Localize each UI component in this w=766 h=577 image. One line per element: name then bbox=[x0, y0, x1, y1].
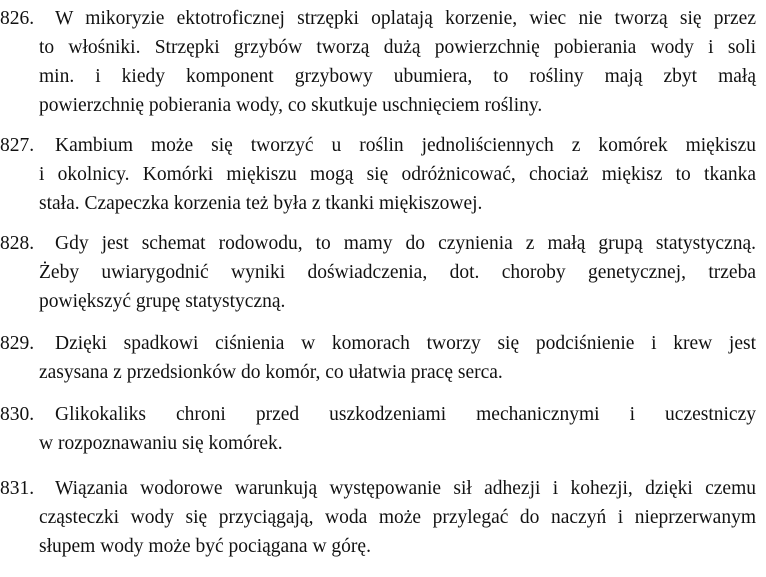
text-line: i okolnicy. Komórki miękiszu mogą się odróżnicować, chociaż miękisz to tkanka bbox=[39, 164, 756, 185]
text-line: to włośniki. Strzępki grzybów tworzą dużą powierzchnię pobierania wody i soli bbox=[39, 37, 756, 58]
text-line: powierzchnię pobierania wody, co skutkuje uschnięciem rośliny. bbox=[39, 95, 543, 116]
text-line: cząsteczki wody się przyciągają, woda może przylegać do naczyń i nieprzerwanym bbox=[39, 507, 756, 528]
item-number: 826. bbox=[0, 8, 35, 29]
text-line: Dzięki spadkowi ciśnienia w komorach tworzy się podciśnienie i krew jest bbox=[55, 333, 756, 354]
item-number: 829. bbox=[0, 333, 35, 354]
item-number: 827. bbox=[0, 135, 35, 156]
text-line: zasysana z przedsionków do komór, co ułatwia pracę serca. bbox=[39, 362, 503, 383]
text-line: Kambium może się tworzyć u roślin jednoliściennych z komórek miękiszu bbox=[55, 135, 756, 156]
text-line: Wiązania wodorowe warunkują występowanie sił adhezji i kohezji, dzięki czemu bbox=[55, 478, 756, 499]
text-line: słupem wody może być pociągana w górę. bbox=[39, 536, 371, 557]
item-number: 831. bbox=[0, 478, 35, 499]
item-number: 830. bbox=[0, 404, 35, 425]
text-line: Gdy jest schemat rodowodu, to mamy do czynienia z małą grupą statystyczną. bbox=[55, 233, 756, 254]
text-line: stała. Czapeczka korzenia też była z tkanki miękiszowej. bbox=[39, 193, 483, 214]
item-number: 828. bbox=[0, 233, 35, 254]
text-line: powiększyć grupę statystyczną. bbox=[39, 291, 286, 312]
text-line: Żeby uwiarygodnić wyniki doświadczenia, dot. choroby genetycznej, trzeba bbox=[39, 262, 756, 283]
text-line: w rozpoznawaniu się komórek. bbox=[39, 433, 283, 454]
text-line: min. i kiedy komponent grzybowy ubumiera, to rośliny mają zbyt małą bbox=[39, 66, 756, 87]
text-line: W mikoryzie ektotroficznej strzępki oplatają korzenie, wiec nie tworzą się przez bbox=[55, 8, 756, 29]
text-line: Glikokaliks chroni przed uszkodzeniami mechanicznymi i uczestniczy bbox=[55, 404, 756, 425]
